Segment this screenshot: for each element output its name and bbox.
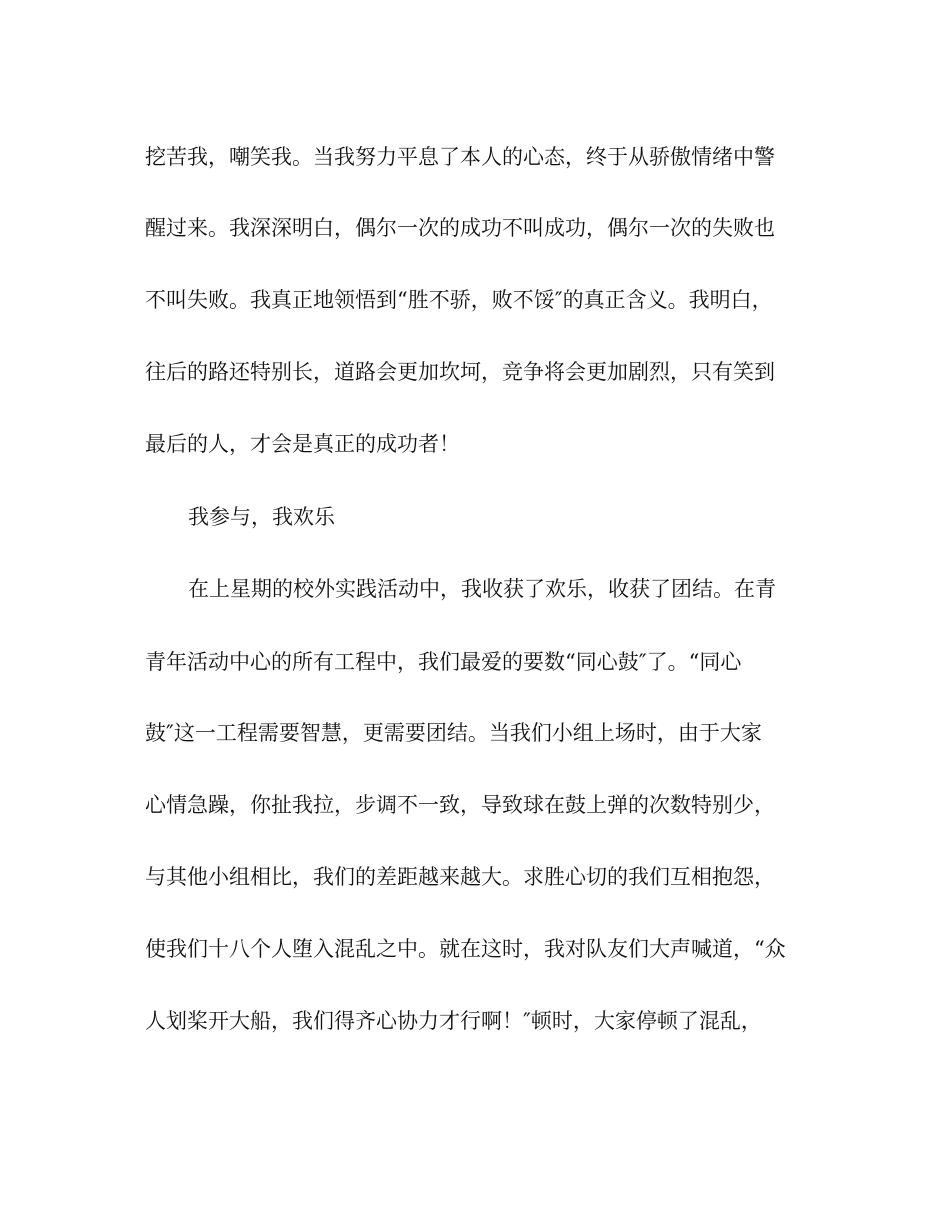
- text-line-13: 人划桨开大船，我们得齐心协力才行啊！″顿时，大家停顿了混乱，: [145, 1009, 762, 1033]
- text-line-8: 青年活动中心的所有工程中，我们最爱的要数“同心鼓″了。“同心: [145, 650, 742, 674]
- section-heading: 我参与，我欢乐: [188, 505, 335, 529]
- text-line-10: 心情急躁，你扯我拉，步调不一致，导致球在鼓上弹的次数特别少，: [145, 793, 775, 817]
- text-line-2: 醒过来。我深深明白，偶尔一次的成功不叫成功，偶尔一次的失败也: [145, 216, 775, 240]
- text-line-5: 最后的人，才会是真正的成功者！: [145, 432, 460, 456]
- text-line-9: 鼓″这一工程需要智慧，更需要团结。当我们小组上场时，由于大家: [145, 721, 762, 745]
- text-line-1: 挖苦我，嘲笑我。当我努力平息了本人的心态，终于从骄傲情绪中警: [145, 145, 775, 169]
- text-line-3: 不叫失败。我真正地领悟到“胜不骄，败不馁″的真正含义。我明白，: [145, 288, 773, 312]
- text-line-12: 使我们十八个人堕入混乱之中。就在这时，我对队友们大声喊道，“众: [145, 937, 786, 961]
- text-line-7: 在上星期的校外实践活动中，我收获了欢乐，收获了团结。在青: [188, 577, 776, 601]
- text-line-11: 与其他小组相比，我们的差距越来越大。求胜心切的我们互相抱怨，: [145, 865, 775, 889]
- text-line-4: 往后的路还特别长，道路会更加坎坷，竞争将会更加剧烈，只有笑到: [145, 360, 775, 384]
